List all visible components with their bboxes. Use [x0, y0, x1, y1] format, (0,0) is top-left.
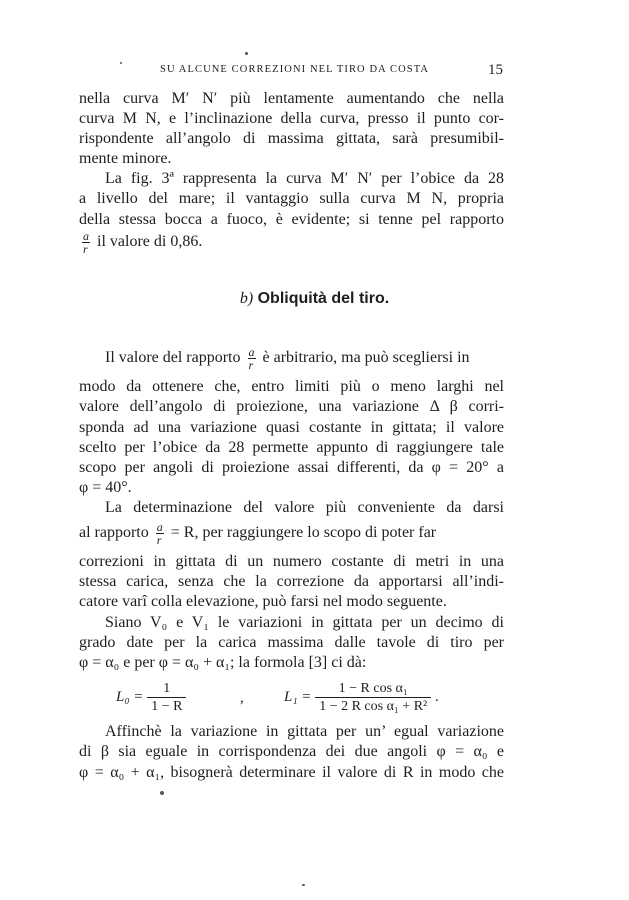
scan-speck: [245, 52, 248, 55]
running-header: SU ALCUNE CORREZIONI NEL TIRO DA COSTA: [160, 64, 430, 75]
text-line: di β sia eguale in corrispondenza dei due angoli φ = α₀ e: [79, 743, 504, 760]
text-line: [79, 230, 504, 255]
formula-lhs: L₀ =: [116, 688, 144, 705]
text-line: La determinazione del valore più conveniente da darsi: [105, 499, 504, 516]
text-line: Siano V₀ e V₁ le variazioni in gittata per un decimo di: [105, 614, 504, 631]
text-line: La fig. 3ª rappresenta la curva M′ N′ per l’obice da 28: [105, 170, 504, 187]
formula-separator: ,: [240, 690, 244, 706]
scan-speck: [120, 62, 122, 64]
text-line: scelto per l’obice da 28 permette appunto di raggiungere tale: [79, 439, 504, 456]
text-line: catore varî colla elevazione, può farsi nel modo seguente.: [79, 593, 447, 610]
text-line: scopo per angoli di proiezione assai differenti, da φ = 20° a: [79, 459, 504, 476]
text-span: è arbitrario, ma può scegliersi in: [262, 349, 470, 367]
text-line: curva M N, e l’inclinazione della curva, presso il punto cor-: [79, 110, 504, 127]
text-line: Affinchè la variazione in gittata per un’ egual variazione: [105, 723, 504, 740]
text-line: [105, 346, 504, 371]
scan-speck: [302, 884, 305, 886]
text-line: grado date per la carica massima dalle tavole di tiro per: [79, 634, 504, 651]
text-span: al rapporto: [79, 524, 149, 542]
text-line: modo da ottenere che, entro limiti più o meno larghi nel: [79, 378, 504, 395]
text-line: rispondente all’angolo di massima gittata, sarà presumibil-: [79, 130, 504, 147]
text-span: Il valore del rapporto: [105, 349, 241, 367]
text-line: φ = 40°.: [79, 479, 132, 496]
formula-fraction: $\frac{1}{1 - R}$: [147, 680, 186, 715]
text-line: mente minore.: [79, 150, 172, 167]
text-line: φ = α₀ + α₁, bisognerà determinare il valore di R in modo che: [79, 764, 504, 781]
page-number: 15: [488, 62, 503, 78]
ratio-value-text: il valore di 0,86.: [97, 233, 203, 251]
formula-l0: [116, 680, 186, 715]
ratio-a-over-r: $\frac{a}{r}$: [248, 345, 255, 372]
text-line: della stessa bocca a fuoco, è evidente; si tenne pel rapporto: [79, 211, 504, 228]
text-span: = R, per raggiungere lo scopo di poter far: [170, 524, 437, 542]
text-line: sponda ad una variazione quasi costante in gittata; il valore: [79, 419, 504, 436]
formula-l1: [284, 680, 439, 715]
scan-speck: [160, 791, 164, 795]
text-line: valore dell’angolo di proiezione, una variazione Δ β corri-: [79, 398, 504, 415]
text-line: φ = α₀ e per φ = α₀ + α₁; la formola [3] ci dà:: [79, 654, 367, 671]
text-line: stessa carica, senza che la correzione da apportarsi all’indi-: [79, 573, 504, 590]
text-line: a livello del mare; il vantaggio sulla curva M N, propria: [79, 190, 504, 207]
display-formula: [110, 676, 510, 716]
text-line: correzioni in gittata di un numero costante di metri in una: [79, 553, 504, 570]
text-line: nella curva M′ N′ più lentamente aumentando che nella: [79, 90, 504, 107]
formula-lhs: L₁ =: [284, 688, 312, 705]
ratio-a-over-r: $\frac{a}{r}$: [83, 229, 89, 256]
formula-fraction: $\frac{\text{1 − R cos α₁}}{\text{1 − 2 R cos α₁ + R²}}$: [315, 680, 431, 715]
ratio-a-over-r: $\frac{a}{r}$: [156, 520, 163, 547]
section-title-text: Obliquità del tiro.: [257, 290, 390, 307]
text-line: [79, 521, 504, 546]
section-letter: b): [239, 290, 254, 307]
formula-end: .: [434, 688, 439, 705]
section-heading: [0, 290, 629, 308]
